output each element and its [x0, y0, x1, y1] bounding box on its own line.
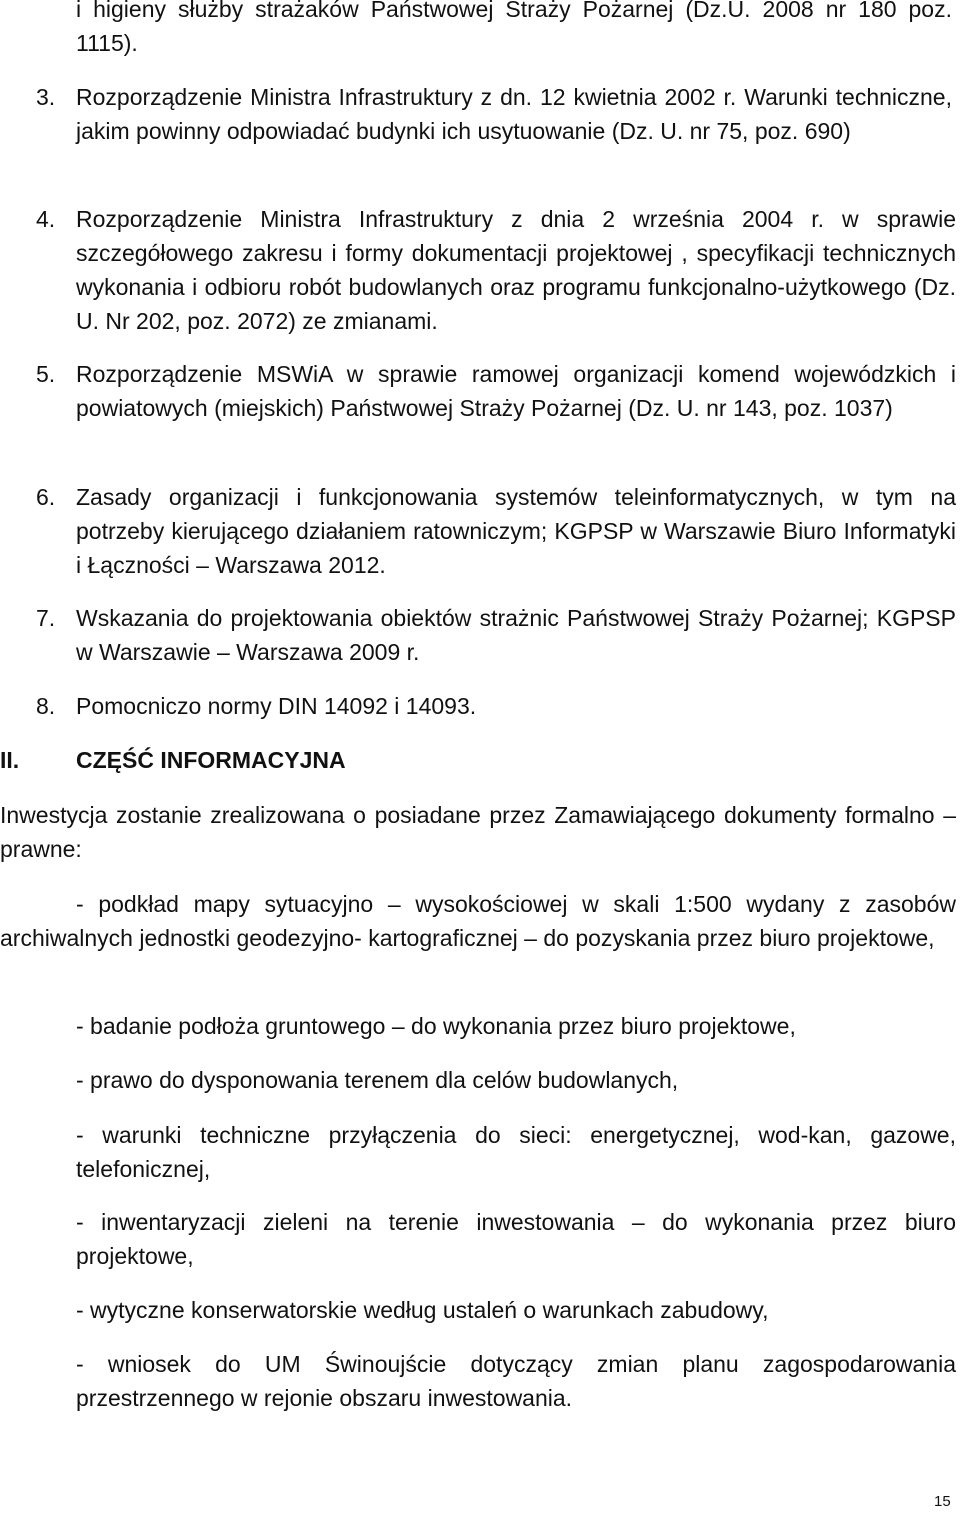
bullet-item: - wytyczne konserwatorskie według ustaleń o warunkach zabudowy, — [76, 1297, 769, 1323]
section-title: CZĘŚĆ INFORMACYJNA — [76, 747, 346, 773]
bullet-item: - warunki techniczne przyłączenia do sieci: energetycznej, wod-kan, gazowe, telefonicznej, — [76, 1122, 956, 1182]
bullet-item: - prawo do dysponowania terenem dla celów budowlanych, — [76, 1067, 679, 1093]
list-item-4-text: Rozporządzenie Ministra Infrastruktury z dnia 2 września 2004 r. w sprawie szczegółowego zakresu i formy dokumentacji projektowej , specyfikacji technicznych wykonania i odbioru robót budowlanych oraz programu funkcjonalno-użytkowego (Dz. U. Nr 202, poz. 2072) ze zmianami. — [76, 206, 956, 334]
bullet-item: - inwentaryzacji zieleni na terenie inwestowania – do wykonania przez biuro projektowe, — [76, 1209, 956, 1269]
list-item-8-text: Pomocniczo normy DIN 14092 i 14093. — [76, 693, 477, 719]
list-item-2-continuation: i higieny służby strażaków Państwowej Straży Pożarnej (Dz.U. 2008 nr 180 poz. 1115). — [76, 0, 952, 56]
bullet-item: - badanie podłoża gruntowego – do wykonania przez biuro projektowe, — [76, 1013, 796, 1039]
section-number: II. — [0, 747, 20, 773]
list-item-3-number: 3. — [36, 84, 56, 110]
list-item-4-number: 4. — [36, 206, 56, 232]
list-item-8-number: 8. — [36, 693, 56, 719]
intro-paragraph: Inwestycja zostanie zrealizowana o posiadane przez Zamawiającego dokumenty formalno – prawne: — [0, 802, 956, 862]
list-item-6-number: 6. — [36, 484, 56, 510]
list-item-6-text: Zasady organizacji i funkcjonowania systemów teleinformatycznych, w tym na potrzeby kierującego działaniem ratowniczym; KGPSP w Warszawie Biuro Informatyki i Łączności – Warszawa 2012. — [76, 484, 956, 578]
page-number: 15 — [934, 1493, 951, 1510]
list-item-5-number: 5. — [36, 361, 56, 387]
list-item-5-text: Rozporządzenie MSWiA w sprawie ramowej organizacji komend wojewódzkich i powiatowych (miejskich) Państwowej Straży Pożarnej (Dz. U. nr 143, poz. 1037) — [76, 361, 956, 421]
bullet-item: - wniosek do UM Świnoujście dotyczący zmian planu zagospodarowania przestrzennego w rejonie obszaru inwestowania. — [76, 1351, 956, 1411]
list-item-7-text: Wskazania do projektowania obiektów strażnic Państwowej Straży Pożarnej; KGPSP w Warszawie – Warszawa 2009 r. — [76, 605, 956, 665]
bullet-item: - podkład mapy sytuacyjno – wysokościowej w skali 1:500 wydany z zasobów archiwalnych jednostki geodezyjno- kartograficznej – do pozyskania przez biuro projektowe, — [0, 891, 956, 951]
list-item-3-text: Rozporządzenie Ministra Infrastruktury z dn. 12 kwietnia 2002 r. Warunki techniczne, jakim powinny odpowiadać budynki ich usytuowanie (Dz. U. nr 75, poz. 690) — [76, 84, 952, 144]
list-item-7-number: 7. — [36, 605, 56, 631]
